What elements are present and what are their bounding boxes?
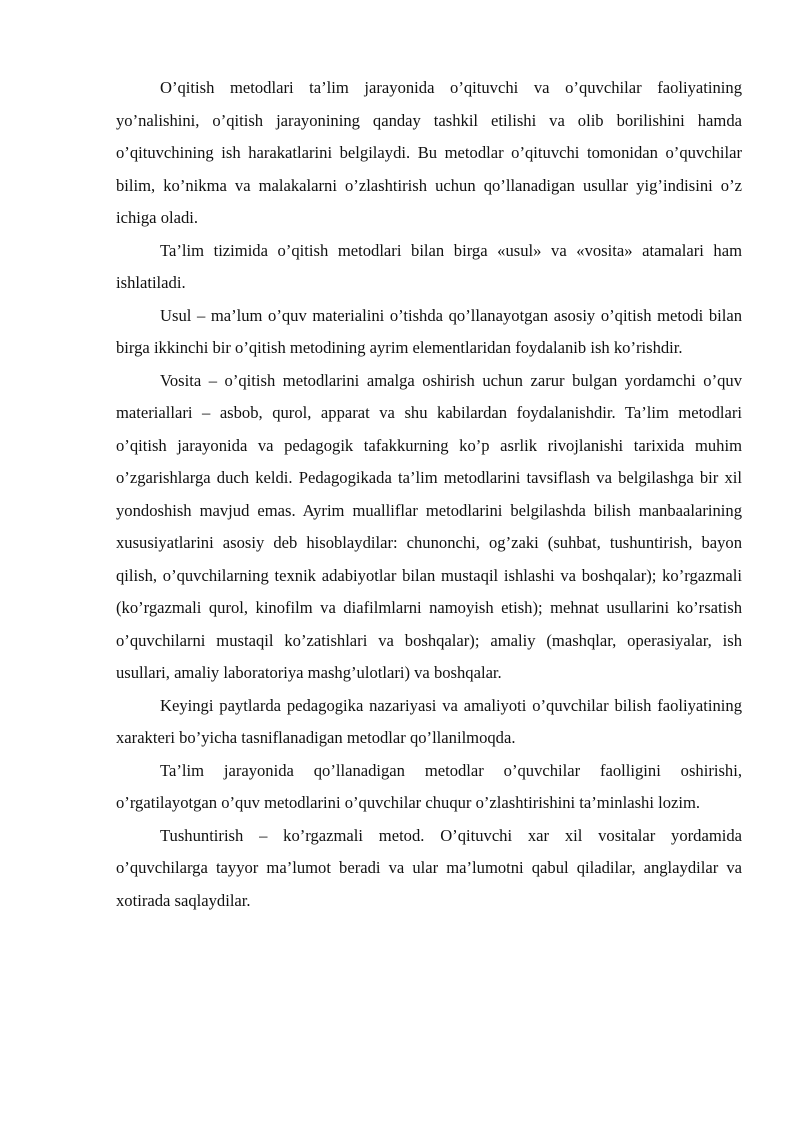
paragraph-explanatory-visual-method: Tushuntirish – ko’rgazmali metod. O’qituvchi xar xil vositalar yordamida o’quvchilarga tayyor ma’lumot beradi va ular ma’lumotni qabul qiladilar, anglaydilar va xotirada saqlaydilar. <box>116 825 742 910</box>
paragraph-vosita-definition: Vosita – o’qitish metodlarini amalga oshirish uchun zarur bulgan yordamchi o’quv materiallari – asbob, qurol, apparat va shu kabilardan foydalanishdir. Ta’lim metodlari o’qitish jarayonida va pedagogik tafakkurning ko’p asrlik rivojlanishi tarixida muhim o’zgarishlarga duch keldi. Pedagogikada ta’lim metodlarini tavsiflash va belgilashga bir xil yondoshish mavjud emas. Ayrim mualliflar metodlarini belgilashda bilish manbaalarining xususiyatlarini asosiy deb hisoblaydilar: chunonchi, og’zaki (suhbat, tushuntirish, bayon qilish, o’quvchilarning texnik adabiyotlar bilan mustaqil ishlashi va boshqalar); ko’rgazmali (ko’rgazmali qurol, kinofilm va diafilmlarni namoyish etish); mehnat usullarini ko’rsatish o’quvchilarni mustaqil ko’zatishlari va boshqalar); amaliy (mashqlar, operasiyalar, ish usullari, amaliy laboratoriya mashg’ulotlari) va boshqalar. <box>116 370 742 682</box>
document-page <box>116 72 742 917</box>
paragraph-recent-methods: Keyingi paytlarda pedagogika nazariyasi va amaliyoti o’quvchilar bilish faoliyatining xarakteri bo’yicha tasniflanadigan metodlar qo’llanilmoqda. <box>116 695 742 747</box>
paragraph-methods-requirements: Ta’lim jarayonida qo’llanadigan metodlar o’quvchilar faolligini oshirishi, o’rgatilayotgan o’quv metodlarini o’quvchilar chuqur o’zlashtirishini ta’minlashi lozim. <box>116 760 742 812</box>
paragraph-usul-definition: Usul – ma’lum o’quv materialini o’tishda qo’llanayotgan asosiy o’qitish metodi bilan birga ikkinchi bir o’qitish metodining ayrim elementlaridan foydalanib ish ko’rishdir. <box>116 305 742 357</box>
paragraph-teaching-methods-definition: O’qitish metodlari ta’lim jarayonida o’qituvchi va o’quvchilar faoliyatining yo’nalishini, o’qitish jarayonining qanday tashkil etilishi va olib borilishini hamda o’qituvchining ish harakatlarini belgilaydi. Bu metodlar o’qituvchi tomonidan o’quvchilar bilim, ko’nikma va malakalarni o’zlashtirish uchun qo’llanadigan usullar yig’indisini o’z ichiga oladi. <box>116 78 742 227</box>
paragraph-usul-vosita-terms: Ta’lim tizimida o’qitish metodlari bilan birga «usul» va «vosita» atamalari ham ishlatiladi. <box>116 240 742 292</box>
